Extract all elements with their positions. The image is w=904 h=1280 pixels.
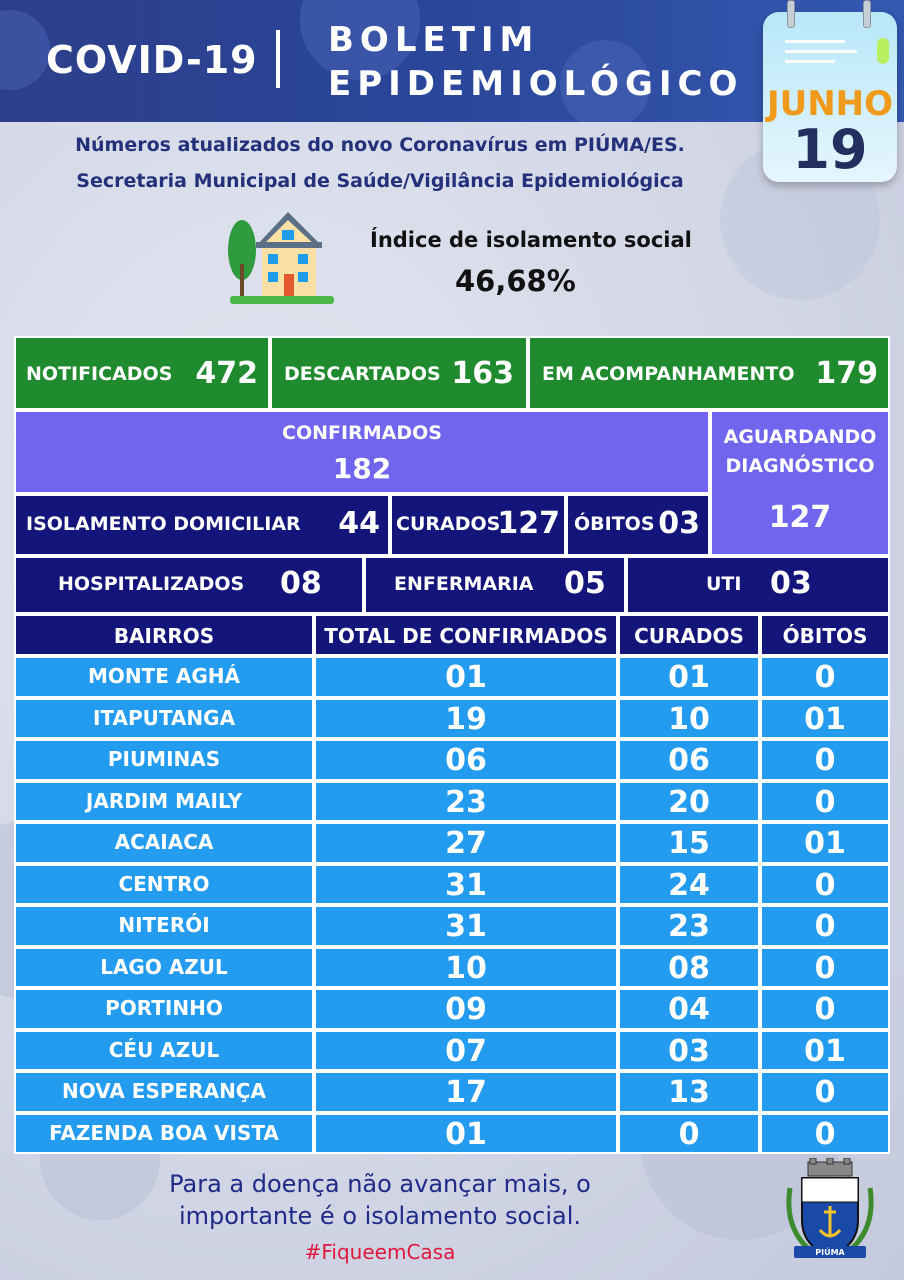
cell-total	[314, 698, 618, 739]
descartados-cell	[270, 336, 528, 410]
isolamento-value: 44	[338, 506, 380, 541]
cell-total	[314, 905, 618, 947]
cell-bairro-text: CÉU AZUL	[108, 1038, 220, 1062]
house-icon	[226, 204, 338, 308]
cell-curados-text: 10	[668, 702, 710, 737]
obitos-value: 03	[658, 506, 700, 541]
cell-total-text: 01	[445, 660, 487, 695]
enfermaria-value: 05	[564, 566, 606, 601]
cell-curados	[618, 864, 760, 905]
obitos-label: ÓBITOS	[574, 513, 655, 535]
descartados-value: 163	[451, 356, 514, 391]
cell-curados	[618, 781, 760, 822]
cell-total-text: 17	[445, 1075, 487, 1110]
isolation-label: Índice de isolamento social	[370, 228, 692, 252]
cell-curados-text: 20	[668, 785, 710, 820]
calendar-ring	[787, 0, 795, 28]
column-header-total	[314, 614, 618, 656]
uti-label: UTI	[706, 573, 742, 595]
aguardando-label-line1: AGUARDANDO	[723, 426, 877, 448]
acompanhamento-label: EM ACOMPANHAMENTO	[542, 363, 795, 385]
calendar-line	[785, 50, 857, 53]
cell-obitos	[760, 698, 890, 739]
cell-obitos	[760, 1030, 890, 1071]
acompanhamento-cell	[528, 336, 890, 410]
title-line1: BOLETIM	[328, 20, 540, 60]
svg-text:PIÚMA: PIÚMA	[815, 1248, 845, 1257]
cell-curados	[618, 822, 760, 864]
cell-curados-text: 15	[668, 826, 710, 861]
cell-obitos	[760, 739, 890, 781]
cell-obitos-text: 0	[814, 951, 836, 986]
page-title	[328, 18, 743, 106]
cell-curados	[618, 1030, 760, 1071]
covid-label: COVID-19	[46, 38, 258, 82]
curados-label: CURADOS	[396, 513, 501, 535]
enfermaria-cell	[364, 556, 626, 614]
cell-obitos	[760, 822, 890, 864]
footer-line2: importante é o isolamento social.	[178, 1202, 582, 1230]
cell-bairro-text: JARDIM MAILY	[85, 789, 243, 813]
subtitle-line1: Números atualizados do novo Coronavírus em PIÚMA/ES.	[75, 134, 685, 156]
isolation-value: 46,68%	[455, 264, 576, 298]
cell-obitos-text: 01	[804, 1034, 846, 1069]
hashtag: #FiqueemCasa	[304, 1240, 456, 1264]
notificados-cell	[14, 336, 270, 410]
cell-obitos-text: 0	[814, 1117, 836, 1152]
cell-total	[314, 1030, 618, 1071]
cell-total	[314, 988, 618, 1030]
cell-total-text: 31	[445, 868, 487, 903]
cell-obitos-text: 0	[814, 785, 836, 820]
calendar-ring	[863, 0, 871, 28]
cell-bairro-text: PIUMINAS	[107, 747, 221, 771]
calendar-tab	[877, 38, 889, 64]
uti-value: 03	[770, 566, 812, 601]
confirmados-cell	[14, 410, 710, 494]
cell-bairro	[14, 698, 314, 739]
hospitalizados-label: HOSPITALIZADOS	[58, 573, 245, 595]
curados-cell	[390, 494, 566, 556]
cell-bairro-text: NOVA ESPERANÇA	[62, 1079, 266, 1103]
calendar-day: 19	[792, 118, 868, 181]
cell-curados	[618, 988, 760, 1030]
column-header-label: BAIRROS	[113, 624, 215, 648]
cell-obitos-text: 0	[814, 1075, 836, 1110]
cell-bairro	[14, 1030, 314, 1071]
footer-message	[100, 1168, 660, 1232]
cell-curados-text: 06	[668, 743, 710, 778]
cell-bairro-text: NITERÓI	[118, 913, 210, 937]
cell-bairro	[14, 947, 314, 988]
footer-line1: Para a doença não avançar mais, o	[169, 1170, 591, 1198]
cell-bairro-text: ACAIACA	[114, 830, 214, 854]
virus-bg-icon	[0, 10, 50, 90]
cell-curados-text: 03	[668, 1034, 710, 1069]
calendar-line	[785, 60, 835, 63]
cell-total	[314, 1113, 618, 1154]
cell-total	[314, 656, 618, 698]
confirmados-value: 182	[332, 452, 392, 485]
cell-obitos-text: 0	[814, 909, 836, 944]
title-line2: EPIDEMIOLÓGICO	[328, 64, 744, 104]
cell-curados-text: 24	[668, 868, 710, 903]
calendar-icon	[763, 12, 897, 182]
cell-total-text: 07	[445, 1034, 487, 1069]
column-header-label: CURADOS	[634, 624, 744, 648]
cell-curados-text: 04	[668, 992, 710, 1027]
cell-total	[314, 781, 618, 822]
enfermaria-label: ENFERMARIA	[394, 573, 534, 595]
isolamento-label: ISOLAMENTO DOMICILIAR	[26, 513, 301, 535]
cell-curados-text: 01	[668, 660, 710, 695]
cell-curados	[618, 698, 760, 739]
cell-bairro-text: LAGO AZUL	[100, 955, 228, 979]
cell-total-text: 27	[445, 826, 487, 861]
cell-bairro	[14, 781, 314, 822]
hospitalizados-cell	[14, 556, 364, 614]
confirmados-label: CONFIRMADOS	[282, 422, 442, 444]
cell-bairro-text: MONTE AGHÁ	[87, 664, 241, 688]
cell-curados	[618, 905, 760, 947]
cell-obitos-text: 0	[814, 868, 836, 903]
cell-bairro	[14, 864, 314, 905]
calendar-line	[785, 40, 845, 43]
cell-curados	[618, 1113, 760, 1154]
cell-obitos-text: 0	[814, 660, 836, 695]
cell-obitos-text: 01	[804, 702, 846, 737]
cell-obitos	[760, 656, 890, 698]
column-header-label: ÓBITOS	[782, 624, 868, 648]
cell-total-text: 06	[445, 743, 487, 778]
obitos-cell	[566, 494, 710, 556]
cell-total-text: 01	[445, 1117, 487, 1152]
aguardando-cell	[710, 410, 890, 556]
hospitalizados-value: 08	[280, 566, 322, 601]
cell-curados	[618, 1071, 760, 1113]
city-crest-icon	[780, 1158, 880, 1266]
aguardando-value: 127	[768, 500, 832, 535]
cell-total	[314, 822, 618, 864]
cell-bairro	[14, 1071, 314, 1113]
cell-obitos-text: 0	[814, 992, 836, 1027]
cell-obitos-text: 0	[814, 743, 836, 778]
uti-cell	[626, 556, 890, 614]
cell-curados-text: 13	[668, 1075, 710, 1110]
calendar-month: JUNHO	[766, 84, 894, 124]
aguardando-label-line2: DIAGNÓSTICO	[725, 455, 875, 477]
cell-obitos	[760, 781, 890, 822]
cell-total-text: 31	[445, 909, 487, 944]
cell-total-text: 23	[445, 785, 487, 820]
cell-bairro-text: ITAPUTANGA	[92, 706, 236, 730]
cell-bairro	[14, 822, 314, 864]
cell-curados	[618, 947, 760, 988]
cell-bairro-text: CENTRO	[118, 872, 210, 896]
cell-total-text: 19	[445, 702, 487, 737]
cell-total	[314, 1071, 618, 1113]
column-header-curados	[618, 614, 760, 656]
cell-obitos	[760, 1071, 890, 1113]
cell-curados	[618, 739, 760, 781]
header-divider	[276, 30, 280, 88]
cell-curados	[618, 656, 760, 698]
cell-bairro-text: FAZENDA BOA VISTA	[49, 1121, 279, 1145]
column-header-obitos	[760, 614, 890, 656]
cell-total	[314, 947, 618, 988]
cell-obitos-text: 01	[804, 826, 846, 861]
cell-obitos	[760, 947, 890, 988]
cell-bairro-text: PORTINHO	[105, 996, 223, 1020]
acompanhamento-value: 179	[815, 356, 878, 391]
cell-total-text: 10	[445, 951, 487, 986]
curados-value: 127	[497, 506, 560, 541]
cell-total-text: 09	[445, 992, 487, 1027]
column-header-label: TOTAL DE CONFIRMADOS	[324, 624, 608, 648]
cell-bairro	[14, 905, 314, 947]
notificados-label: NOTIFICADOS	[26, 363, 173, 385]
cell-bairro	[14, 656, 314, 698]
cell-bairro	[14, 739, 314, 781]
column-header-bairros	[14, 614, 314, 656]
cell-curados-text: 0	[678, 1117, 700, 1152]
cell-total	[314, 864, 618, 905]
subtitle-line2: Secretaria Municipal de Saúde/Vigilância Epidemiológica	[76, 170, 684, 192]
cell-bairro	[14, 1113, 314, 1154]
cell-bairro	[14, 988, 314, 1030]
descartados-label: DESCARTADOS	[284, 363, 441, 385]
cell-obitos	[760, 988, 890, 1030]
cell-curados-text: 08	[668, 951, 710, 986]
isolamento-cell	[14, 494, 390, 556]
cell-obitos	[760, 1113, 890, 1154]
cell-curados-text: 23	[668, 909, 710, 944]
cell-obitos	[760, 905, 890, 947]
cell-obitos	[760, 864, 890, 905]
notificados-value: 472	[195, 356, 258, 391]
cell-total	[314, 739, 618, 781]
